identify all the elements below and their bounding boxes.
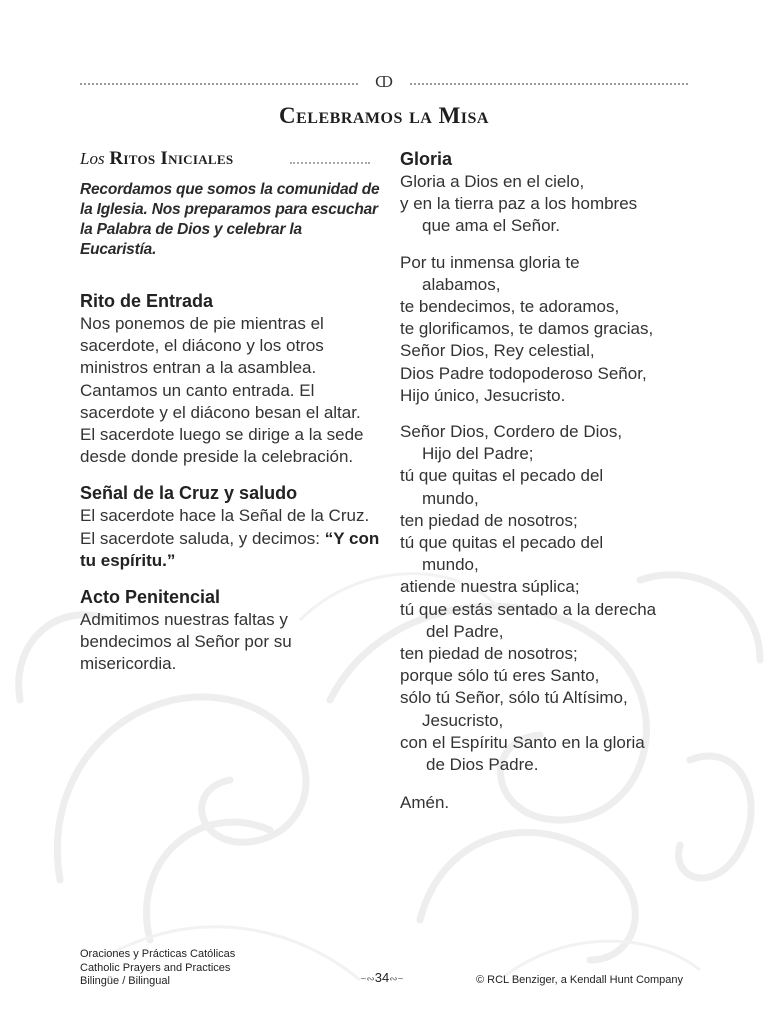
verse-line: del Padre, [426,621,504,641]
gloria-amen [400,792,700,814]
flourish-icon: ↀ [374,73,394,91]
subsection-prefix: Los [80,149,105,168]
section-senal-de-la-cruz [80,482,380,572]
verse-line: ten piedad de nosotros; [400,510,578,530]
footer-copyright: © RCL Benziger, a Kendall Hunt Company [476,974,684,986]
subsection-name: Ritos Iniciales [109,148,234,169]
verse-line: y en la tierra paz a los hombres [400,194,638,214]
verse-line: que ama el Señor. [422,216,560,236]
verse-line: ten piedad de nosotros; [400,644,578,664]
divider-dots-left [80,83,358,85]
verse-line: porque sólo tú eres Santo, [400,666,600,686]
section-title: Acto Penitencial [80,587,221,608]
verse-line: alabamos, [422,274,501,294]
verse-line: Amén. [400,793,450,813]
verse-line: mundo, [422,488,479,508]
verse-line: Gloria a Dios en el cielo, [400,172,585,191]
verse-line: Señor Dios, Cordero de Dios, [400,422,623,442]
right-column [400,148,700,814]
verse-line: de Dios Padre. [426,755,539,775]
left-column [80,148,380,676]
flourish-left-icon: ~∾ [360,974,375,985]
footer-book-info [80,948,235,989]
subsection-header [80,148,380,176]
section-body-text: El sacerdote hace la Señal de la Cruz. El sacerdote saluda, y decimos: [80,506,370,548]
section-body [80,505,380,572]
verse-line: Dios Padre todopoderoso Señor, [400,363,647,383]
footer-line: Oraciones y Prácticas Católicas [80,948,236,960]
gloria-stanza-2 [400,252,700,407]
gloria-title: Gloria [400,149,453,169]
section-rito-de-entrada [80,290,380,468]
page-number [352,970,412,985]
top-divider [80,73,688,91]
verse-line: sólo tú Señor, sólo tú Altísimo, [400,688,628,708]
verse-line: Por tu inmensa gloria te [400,252,580,272]
flourish-right-icon: ∾~ [389,974,404,985]
response-text: “Y con tu espíritu.” [80,528,380,570]
divider-dots-right [410,83,688,85]
footer-line: Catholic Prayers and Practices [80,961,231,974]
section-body: Admitimos nuestras faltas y bendecimos al Señor por su misericordia. [80,610,292,674]
verse-line: tú que quitas el pecado del [400,466,604,486]
verse-line: atiende nuestra súplica; [400,577,580,597]
page-title: Celebramos la Misa [279,103,489,128]
subsection-title [80,148,233,169]
gloria-stanza-3 [400,421,700,776]
verse-line: Hijo único, Jesucristo. [400,385,566,405]
verse-line: tú que quitas el pecado del [400,533,604,553]
intro-text: Recordamos que somos la comunidad de la Iglesia. Nos preparamos para escuchar la Palabra de Dios y celebrar la Eucaristía. [80,181,380,258]
section-title: Rito de Entrada [80,291,214,311]
verse-line: te glorificamos, te damos gracias, [400,319,654,339]
verse-line: con el Espíritu Santo en la gloria [400,732,645,752]
verse-line: Hijo del Padre; [422,444,534,464]
verse-line: Señor Dios, Rey celestial, [400,341,595,361]
gloria-stanza-1 [400,171,700,238]
page-number-text: 34 [374,970,390,985]
verse-line: Jesucristo, [422,710,504,730]
verse-line: tú que estás sentado a la derecha [400,599,657,619]
section-body: Nos ponemos de pie mientras el sacerdote, el diácono y los otros ministros entran a la asamblea. Cantamos un canto entrada. El sacerdote y el diácono besan el altar. El sacerdote luego se dirige a la sede desde donde preside la celebración. [80,314,364,467]
footer-line: Bilingüe / Bilingual [80,975,170,987]
verse-line: mundo, [422,555,479,575]
verse-line: te bendecimos, te adoramos, [400,297,620,317]
section-title: Señal de la Cruz y saludo [80,483,298,504]
subsection-dots [290,162,370,164]
section-acto-penitencial [80,586,380,676]
